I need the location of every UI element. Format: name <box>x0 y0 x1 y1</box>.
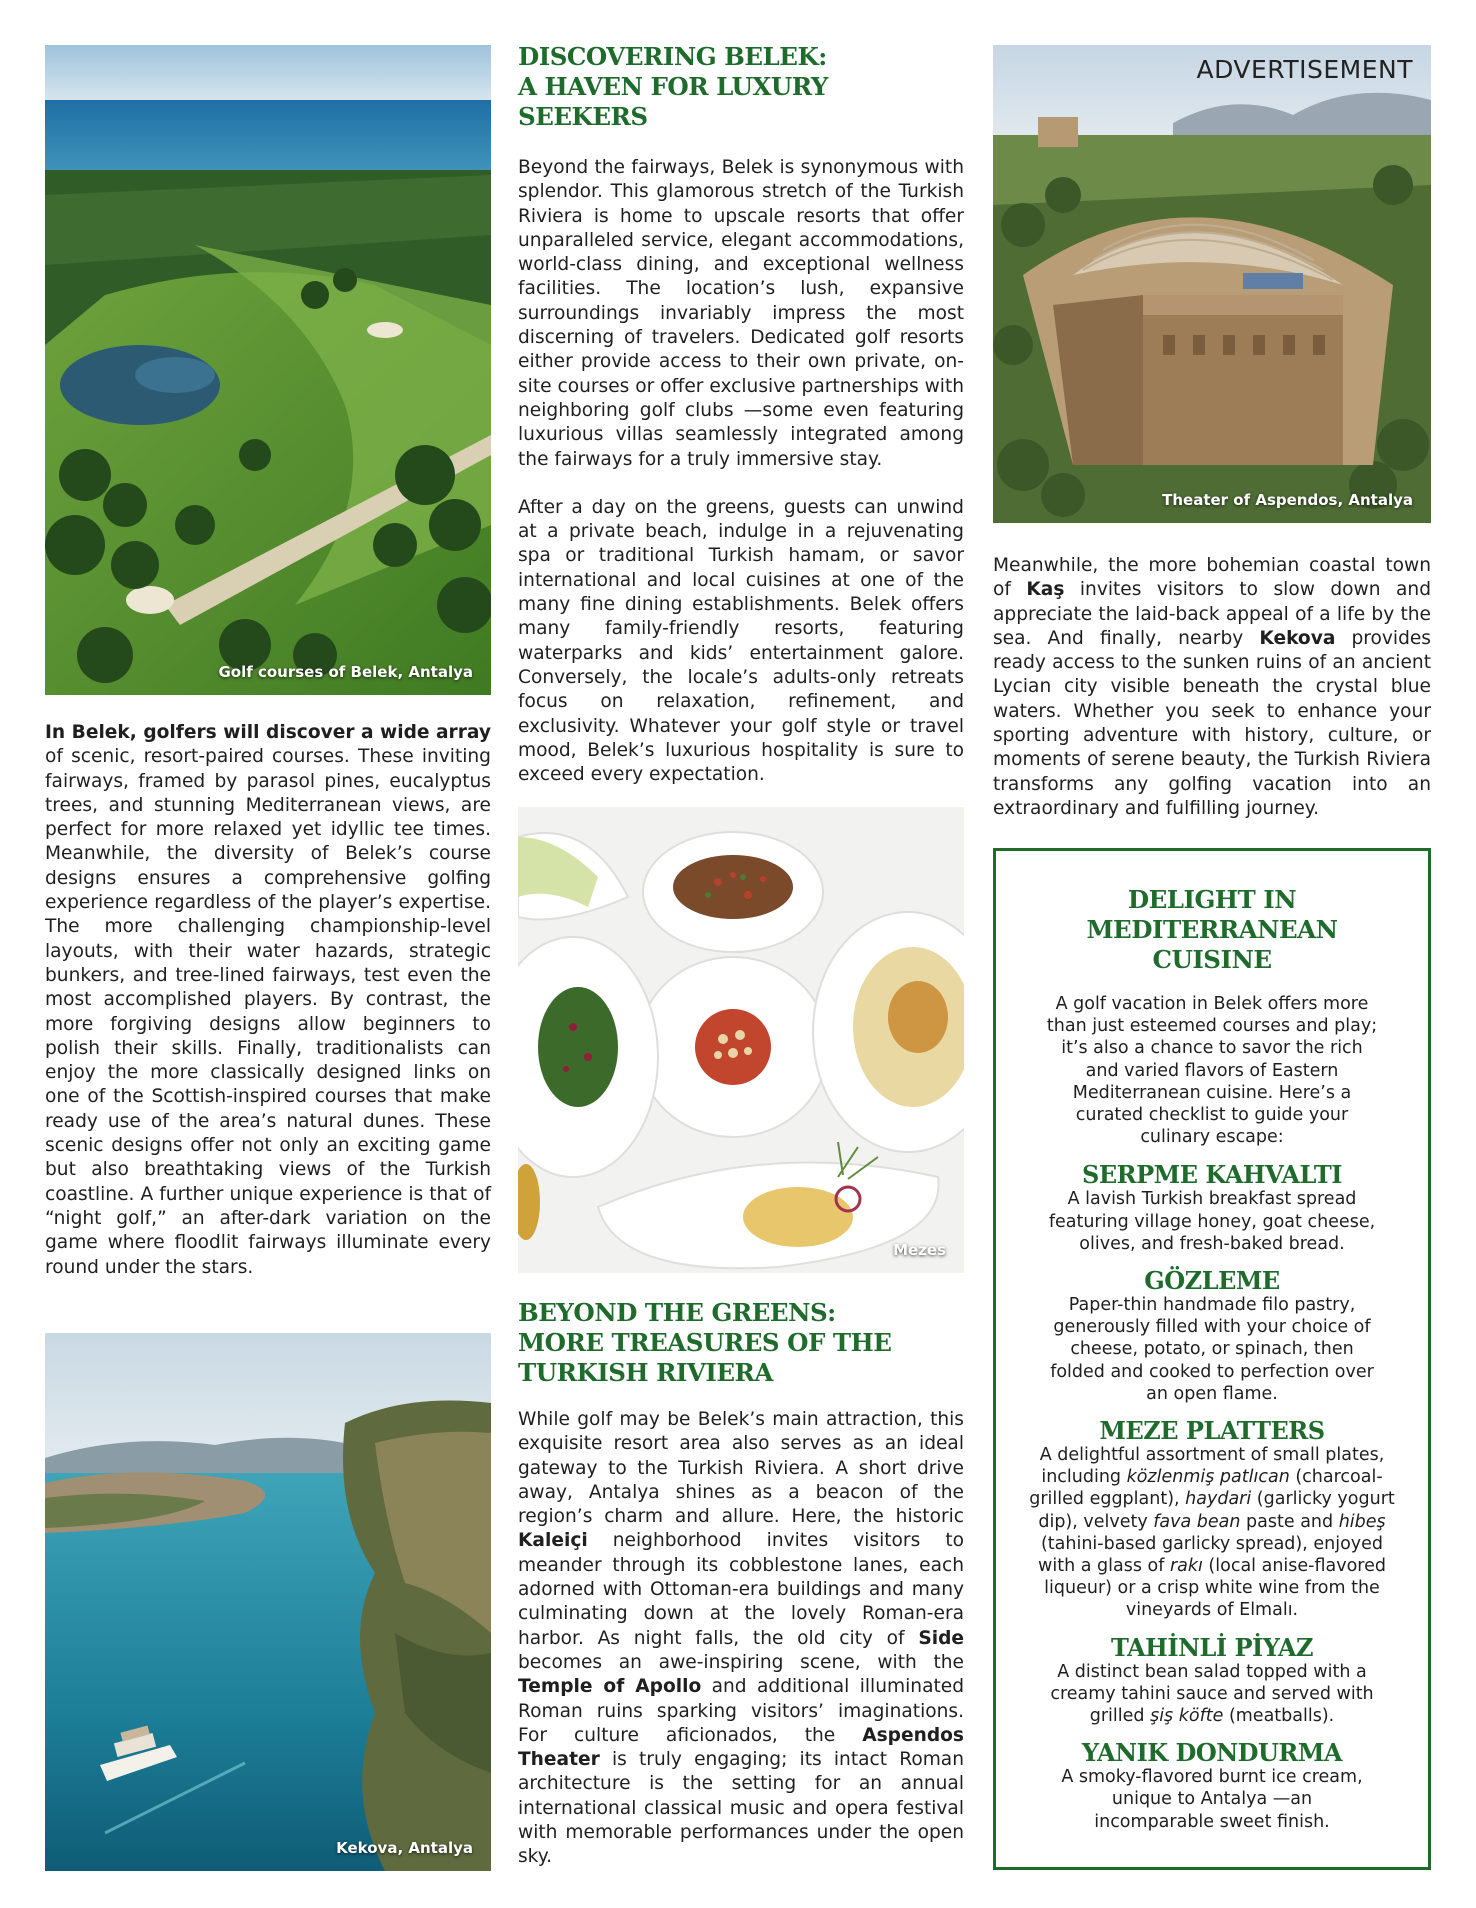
meze-text-5: (tahini-based garlicky spread), enjoyed with a glass of <box>1038 1533 1384 1577</box>
meze-text-3: (garlicky yogurt dip), velvety <box>1038 1489 1395 1532</box>
kas-kekova-paragraph <box>993 554 1431 821</box>
left-column <box>45 721 491 1304</box>
meze-italic-2: haydari <box>1185 1489 1252 1510</box>
treasures-text-1: While golf may be Belek’s main attraction, this exquisite resort area also serves as an ideal gateway to the Turkish Riviera. A short drive away, Antalya shines as a beacon of the region’s charm and allure. Here, the historic <box>518 1409 964 1528</box>
cuisine-item-text <box>1024 1661 1400 1728</box>
piyaz-text-2: (meatballs). <box>1223 1706 1335 1727</box>
kas-text-3: provides ready access to the sunken ruins of an ancient Lycian city visible beneath the crystal blue waters. Whether you seek to enhance your sporting adventure with history, culture, or moments of serene beauty, the Turkish Riviera transforms any golfing vacation into an extraordinary and fulfilling journey. <box>993 627 1431 819</box>
cuisine-item-title: TAHİNLİ PİYAZ <box>1111 1632 1313 1662</box>
meze-text-2: (charcoal-grilled eggplant), <box>1029 1467 1383 1510</box>
cuisine-title-line-2: MEDITERRANEAN CUISINE <box>1086 915 1338 974</box>
lead-bold-text: In Belek, golfers will discover a wide array <box>45 722 491 743</box>
meze-italic-4: hibeş <box>1338 1511 1386 1532</box>
cuisine-intro: A golf vacation in Belek offers more than just esteemed courses and play; it’s also a chance to savor the rich and varied flavors of Eastern Mediterranean cuisine. Here’s a curated checklist to guide your culinary escape: <box>1046 994 1378 1148</box>
mezes-photo-caption: Mezes <box>893 1241 946 1259</box>
discovering-belek-heading <box>518 42 964 132</box>
cuisine-title-line-1: DELIGHT IN <box>1127 885 1297 914</box>
mezes-photo <box>518 807 964 1273</box>
kaleici-bold: Kaleiçi <box>518 1530 588 1552</box>
meze-text-1: A delightful assortment of small plates, including <box>1039 1445 1385 1488</box>
luxury-paragraph: Beyond the fairways, Belek is synonymous with splendor. This glamorous stretch of the Turkish Riviera is home to upscale resorts that offer unparalleled service, elegant accommodations, world-class dining, and exceptional wellness facilities. The location’s lush, expansive surroundings invariably impress the most discerning of travelers. Dedicated golf resorts either provide access to their own private, on-site courses or offer exclusive partnerships with neighboring golf clubs —some even featuring luxurious villas seamlessly integrated among the fairways for a truly immersive stay. <box>518 157 965 470</box>
advertisement-label: ADVERTISEMENT <box>1196 55 1413 84</box>
treasures-text-3: becomes an awe-inspiring scene, with the <box>518 1651 964 1673</box>
middle-column-bottom <box>518 1298 964 1894</box>
cuisine-item <box>1024 1418 1400 1622</box>
kekova-photo-caption: Kekova, Antalya <box>336 1839 473 1857</box>
meze-text-6: (local anise-flavored liqueur) or a crisp white wine from the vineyards of Elmalı. <box>1044 1556 1386 1621</box>
cuisine-item <box>1024 1740 1400 1833</box>
aspendos-theater-bold: Aspendos Theater <box>518 1724 964 1771</box>
heading-line-1: DISCOVERING BELEK: <box>518 42 827 71</box>
cuisine-item-text: Paper-thin handmade filo pastry, generously filled with your choice of cheese, potato, or spinach, then folded and cooked to perfection over an open flame. <box>1050 1295 1374 1404</box>
kekova-photo <box>45 1333 491 1871</box>
treasures-text-2: neighborhood invites visitors to meander through its cobblestone lanes, each adorned with Ottoman-era buildings and many culminating down at the lovely Roman-era harbor. As night falls, the old city of <box>518 1530 964 1649</box>
golf-courses-paragraph <box>45 721 491 1280</box>
cuisine-box <box>993 848 1431 1870</box>
lead-body-text: of scenic, resort-paired courses. These inviting fairways, framed by parasol pines, eucalyptus trees, and stunning Mediterranean views, are perfect for more relaxed yet idyllic tee times. Meanwhile, the diversity of Belek’s course designs ensures a comprehensive golfing experience regardless of the player’s expertise. The more challenging championship-level layouts, with their water hazards, strategic bunkers, and tree-lined fairways, test even the most accomplished players. By contrast, the more forgiving designs allow beginners to polish their skills. Finally, traditionalists can enjoy the more classically designed links on one of the Scottish-inspired courses that make ready use of the area’s natural dunes. These scenic designs offer not only an exciting game but also breathtaking views of the Turkish coastline. A further unique experience is that of “night golf,” an after-dark variation on the game where floodlit fairways illuminate every round under the stars. <box>45 746 491 1278</box>
cuisine-item-text: A lavish Turkish breakfast spread featuring village honey, goat cheese, olives, and fresh-baked bread. <box>1048 1189 1376 1254</box>
heading-line-2: A HAVEN FOR LUXURY SEEKERS <box>518 72 828 131</box>
piyaz-text-1: A distinct bean salad topped with a creamy tahini sauce and served with grilled <box>1050 1661 1374 1727</box>
kas-text-1: Meanwhile, the more bohemian coastal town of <box>993 555 1431 601</box>
cuisine-item-title: MEZE PLATTERS <box>1099 1416 1325 1446</box>
golf-course-image <box>45 45 491 695</box>
meze-italic-5: rakı <box>1169 1556 1203 1577</box>
cuisine-item-text: A smoky-flavored burnt ice cream, unique to Antalya —an incomparable sweet finish. <box>1061 1767 1363 1832</box>
kas-bold: Kaş <box>1026 579 1065 601</box>
meze-italic-1: közlenmiş patlıcan <box>1126 1467 1290 1488</box>
aspendos-photo <box>993 45 1431 523</box>
cuisine-item <box>1024 1632 1400 1728</box>
cuisine-item-title: SERPME KAHVALTI <box>1082 1160 1342 1190</box>
meze-italic-3: fava bean <box>1153 1511 1241 1532</box>
kas-text-2: invites visitors to slow down and appreciate the laid-back appeal of a life by the sea. And finally, nearby <box>993 579 1431 649</box>
aspendos-image <box>993 45 1431 523</box>
cuisine-item-text <box>1024 1444 1400 1622</box>
cuisine-item <box>1024 1268 1400 1405</box>
beyond-greens-heading: BEYOND THE GREENS: MORE TREASURES OF THE TURKISH RIVIERA <box>518 1298 892 1387</box>
side-bold: Side <box>918 1627 964 1649</box>
aspendos-photo-caption: Theater of Aspendos, Antalya <box>1162 491 1413 509</box>
cuisine-box-title <box>1024 885 1400 975</box>
cuisine-item <box>1024 1162 1400 1255</box>
temple-of-apollo-bold: Temple of Apollo <box>518 1676 702 1698</box>
golf-photo-caption: Golf courses of Belek, Antalya <box>218 663 473 681</box>
after-greens-paragraph: After a day on the greens, guests can unwind at a private beach, indulge in a rejuvenating spa or traditional Turkish hamam, or savor international and local cuisines at one of the many fine dining establishments. Belek offers many family-friendly resorts, featuring waterparks and kids’ entertainment galore. Conversely, the locale’s adults-only retreats focus on relaxation, refinement, and exclusivity. Whatever your golf style or travel mood, Belek’s luxurious hospitality is sure to exceed every expectation. <box>518 496 964 786</box>
piyaz-italic: şiş köfte <box>1150 1706 1224 1727</box>
cuisine-item-title: GÖZLEME <box>1144 1266 1280 1296</box>
kekova-image <box>45 1333 491 1871</box>
cuisine-item-title: YANIK DONDURMA <box>1081 1738 1343 1768</box>
right-column-text <box>993 554 1431 845</box>
meze-text-4: paste and <box>1240 1511 1339 1532</box>
mezes-image <box>518 807 964 1273</box>
middle-column-top <box>518 42 964 811</box>
treasures-text-4: and additional illuminated Roman ruins sparking visitors’ imaginations. For culture aficionados, the <box>518 1676 964 1746</box>
kekova-bold: Kekova <box>1259 627 1336 649</box>
golf-course-photo <box>45 45 491 695</box>
treasures-paragraph <box>518 1408 964 1870</box>
treasures-text-5: is truly engaging; its intact Roman architecture is the setting for an annual international classical music and opera festival with memorable performances under the open sky. <box>518 1749 964 1868</box>
